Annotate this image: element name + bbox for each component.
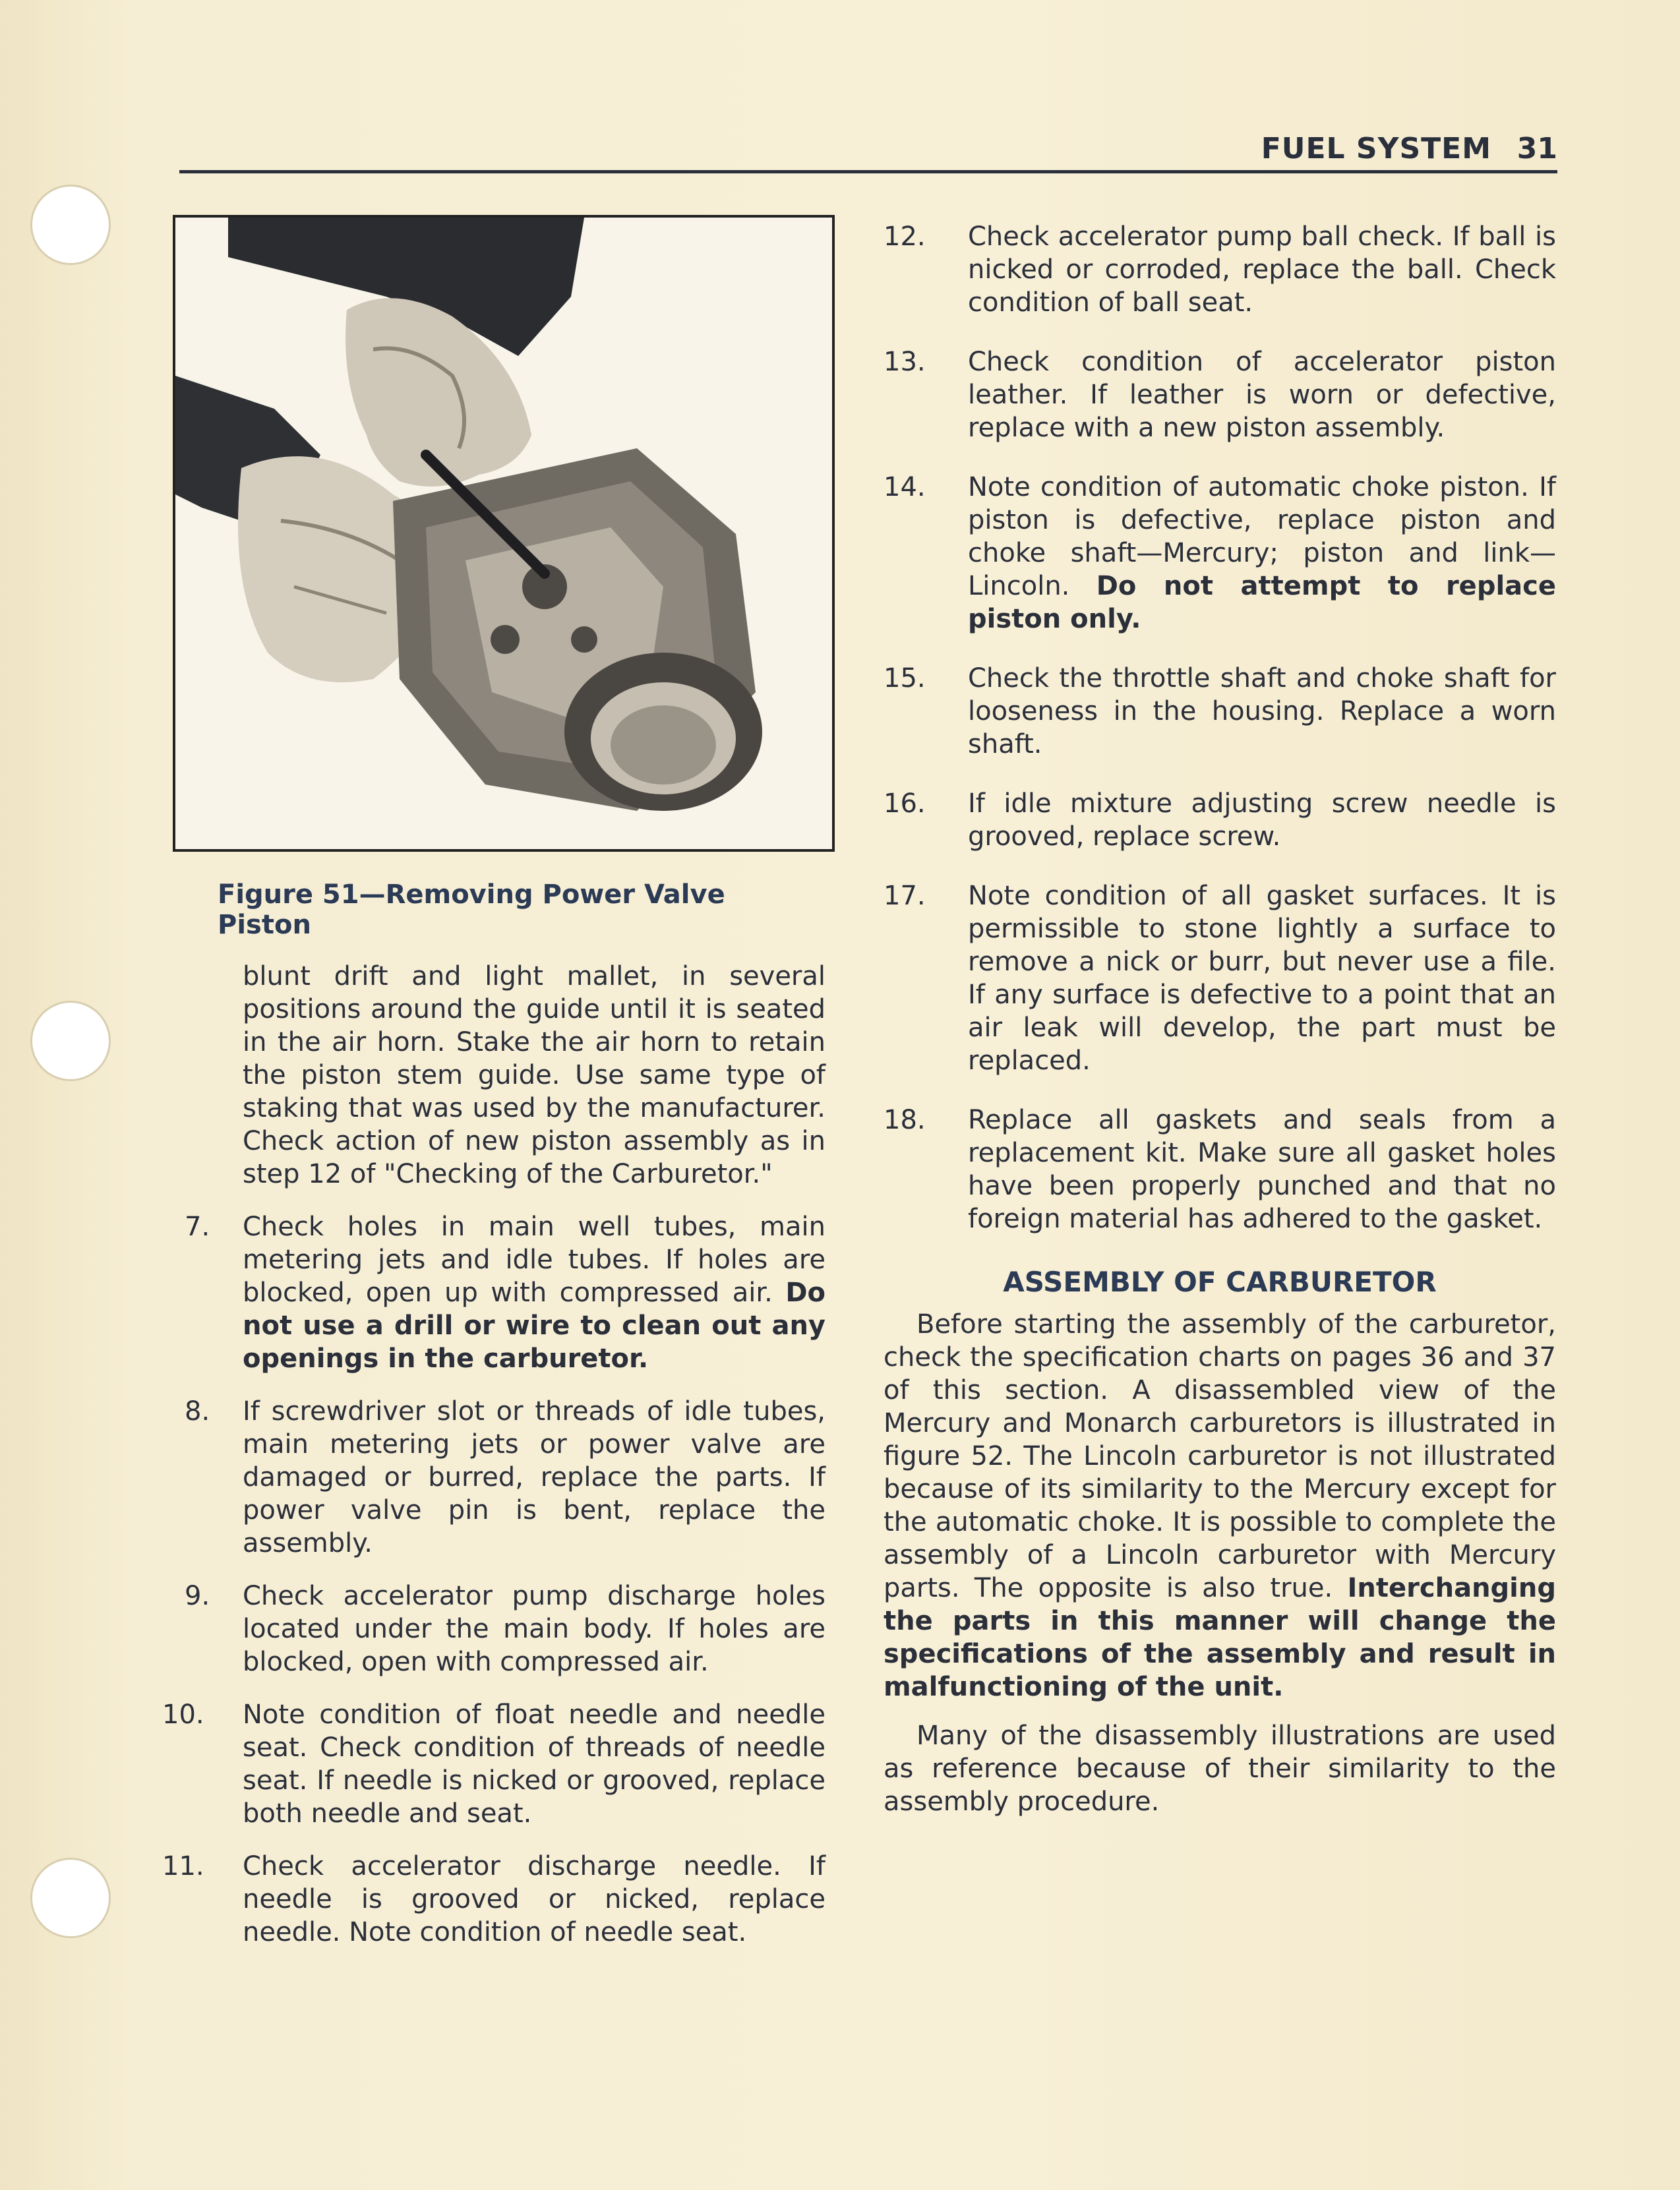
item-text bbox=[243, 1210, 825, 1375]
item-text: Check accelerator pump discharge holes located under the main body. If holes are blocked, open with compressed air. bbox=[243, 1581, 825, 1677]
item-number: 18. bbox=[884, 1105, 926, 1135]
reference-paragraph: Many of the disassembly illustrations are used as reference because of their similarity to the assembly procedure. bbox=[884, 1721, 1556, 1817]
item-number: 11. bbox=[162, 1851, 204, 1881]
item-text: If screwdriver slot or threads of idle tubes, main metering jets or power valve are damaged or burred, replace the parts. If power valve pin is bent, replace the assembly. bbox=[243, 1396, 825, 1558]
assembly-text: Before starting the assembly of the carburetor, check the specification charts on pages 36 and 37 of this section. A disassembled view of the Mercury and Monarch carburetors is illustrated in figure 52. The Lincoln carburetor is not illustrated because of its similarity to the Mercury except for the automatic choke. It is possible to complete the assembly of a Lincoln carburetor with Mercury parts. The opposite is also true. bbox=[884, 1309, 1556, 1603]
item-number: 9. bbox=[185, 1581, 210, 1611]
item-text: Note condition of all gasket surfaces. It is permissible to stone lightly a surface to remove a nick or burr, but never use a file. If any surface is defective to a point that an air leak will develop, the part must be replaced. bbox=[968, 881, 1556, 1076]
item-text: Replace all gaskets and seals from a replacement kit. Make sure all gasket holes have been properly punched and that no foreign material has adhered to the gasket. bbox=[968, 1105, 1556, 1234]
header-rule bbox=[179, 170, 1557, 173]
item-text: Check condition of accelerator piston leather. If leather is worn or defective, replace with a new piston assembly. bbox=[968, 347, 1556, 443]
punch-hole bbox=[30, 1001, 111, 1081]
item-number: 8. bbox=[185, 1396, 210, 1427]
list-item bbox=[173, 1395, 825, 1560]
item-number: 10. bbox=[162, 1700, 204, 1730]
list-item bbox=[884, 220, 1556, 319]
item-number: 7. bbox=[185, 1212, 210, 1242]
item-text: Note condition of float needle and needle seat. Check condition of threads of needle seat. If needle is nicked or grooved, replace both needle and seat. bbox=[243, 1700, 825, 1829]
list-item bbox=[884, 1104, 1556, 1235]
left-column bbox=[162, 960, 826, 1968]
figure-caption: Figure 51—Removing Power Valve Piston bbox=[218, 879, 725, 940]
item-number: 16. bbox=[884, 788, 926, 819]
item-number: 17. bbox=[884, 881, 926, 911]
continuation-paragraph: blunt drift and light mallet, in several positions around the guide until it is seated in the air horn. Stake the air horn to retain the piston stem guide. Use same type of staking that was used by the manufacturer. Check action of new piston assembly as in step 12 of "Checking of the Carburetor." bbox=[243, 961, 825, 1189]
assembly-warning: Interchanging the parts in this manner will change the specifications of the assembly and result in malfunctioning of the unit. bbox=[884, 1573, 1556, 1702]
list-item bbox=[884, 345, 1556, 444]
item-text: Check accelerator discharge needle. If needle is grooved or nicked, replace needle. Note condition of needle seat. bbox=[243, 1851, 825, 1947]
list-item bbox=[884, 787, 1556, 853]
item-text: Check the throttle shaft and choke shaft for looseness in the housing. Replace a worn shaft. bbox=[968, 663, 1556, 759]
list-item bbox=[884, 879, 1556, 1077]
item-text bbox=[968, 471, 1556, 636]
item-number: 14. bbox=[884, 472, 926, 502]
page-header bbox=[179, 129, 1557, 175]
item-number: 12. bbox=[884, 222, 926, 252]
item-warning: Do not use a drill or wire to clean out any openings in the carburetor. bbox=[243, 1278, 826, 1374]
list-item bbox=[884, 471, 1556, 636]
item-text: If idle mixture adjusting screw needle is grooved, replace screw. bbox=[968, 788, 1556, 852]
item-number: 13. bbox=[884, 347, 926, 377]
assembly-paragraph bbox=[884, 1308, 1556, 1703]
item-body: Note condition of automatic choke piston. If piston is defective, replace piston and choke shaft—Mercury; piston and link—Lincoln. bbox=[968, 472, 1556, 601]
list-item bbox=[162, 1698, 825, 1830]
list-item bbox=[173, 1210, 825, 1375]
section-running-title: FUEL SYSTEM bbox=[1261, 132, 1491, 165]
list-item bbox=[173, 1580, 825, 1678]
punch-hole bbox=[30, 1858, 111, 1938]
list-item bbox=[884, 662, 1556, 761]
list-item bbox=[162, 1850, 825, 1949]
punch-hole bbox=[30, 185, 111, 265]
item-warning: Do not attempt to replace piston only. bbox=[968, 571, 1556, 634]
page-number: 31 bbox=[1516, 132, 1557, 165]
right-column bbox=[884, 220, 1556, 1818]
item-number: 15. bbox=[884, 663, 926, 694]
carburetor-photo-illustration bbox=[175, 218, 832, 849]
figure-photo bbox=[173, 215, 835, 852]
item-text: Check accelerator pump ball check. If ball is nicked or corroded, replace the ball. Check condition of ball seat. bbox=[968, 222, 1556, 318]
section-heading: ASSEMBLY OF CARBURETOR bbox=[1003, 1266, 1437, 1298]
item-body: Check holes in main well tubes, main metering jets and idle tubes. If holes are blocked, open up with compressed air. bbox=[243, 1212, 825, 1308]
